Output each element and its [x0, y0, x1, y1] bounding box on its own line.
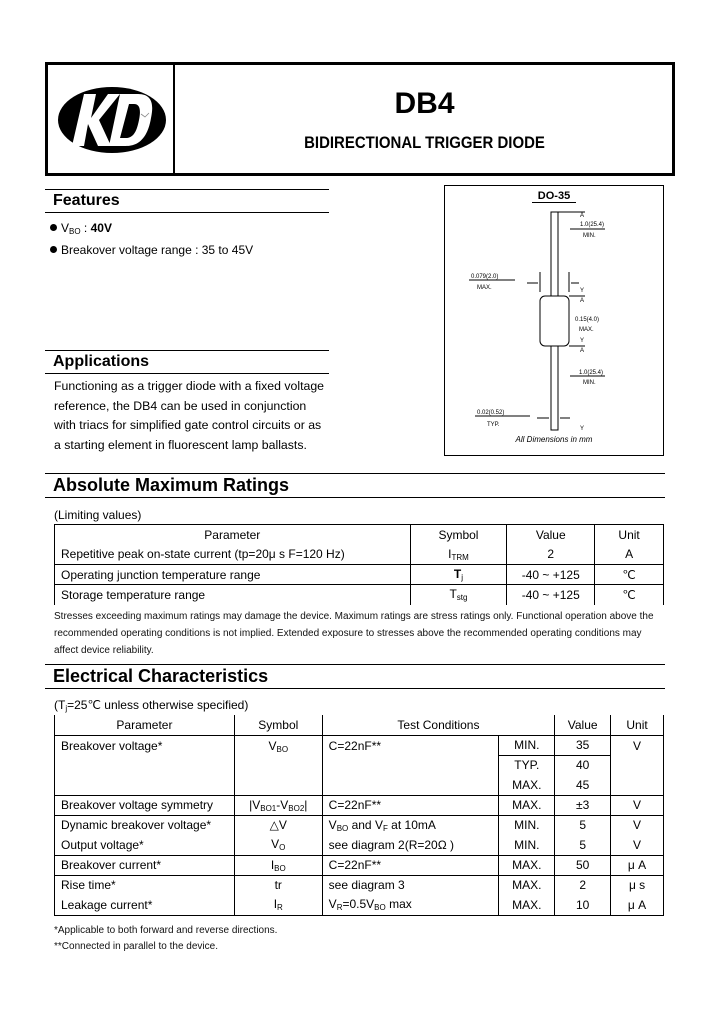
feature-item-vbo: $V_{BO}$ : 40V: [50, 221, 112, 236]
table-row: Breakover voltage* $V_{BO}$ C=22nF** MIN. 35 V: [55, 735, 664, 755]
kd-logo-icon: [56, 80, 168, 160]
svg-text:TYP.: TYP.: [487, 422, 500, 428]
svg-text:MAX.: MAX.: [477, 285, 492, 291]
test-condition-label: ($T_j=25℃$ unless otherwise specified): [54, 698, 249, 713]
electrical-characteristics-table: [54, 715, 664, 916]
table-header-row: Parameter Symbol Value Unit: [55, 525, 664, 545]
package-name: DO-35: [532, 190, 576, 203]
feature-item-range: Breakover voltage range : 35 to 45V: [50, 243, 253, 257]
svg-text:Y: Y: [580, 426, 585, 432]
svg-text:A: A: [580, 298, 585, 304]
svg-text:MIN.: MIN.: [583, 380, 596, 386]
bullet-icon: [50, 224, 57, 231]
abs-max-note: Stresses exceeding maximum ratings may damage the device. Maximum ratings are stress ratings only. Functional operation above the recommended operating conditions is not implied. Extended exposure to stresses above the recommended operating conditions may affect device reliability.: [54, 611, 654, 656]
table-row: Breakover voltage symmetry $|V_{BO1}-V_{BO2}|$ C=22nF** MAX. ±3 V: [55, 795, 664, 815]
part-description: BIDIRECTIONAL TRIGGER DIODE: [304, 133, 545, 152]
title-cell: [177, 65, 672, 173]
svg-text:A: A: [580, 348, 585, 354]
table-row: Leakage current* $I_R$ $V_R=0.5V_{BO}$ max MAX. 10 μ A: [55, 895, 664, 915]
svg-text:MIN.: MIN.: [583, 233, 596, 239]
header-box: [45, 62, 675, 176]
do35-diagram-icon: [445, 186, 665, 457]
limiting-values-label: (Limiting values): [54, 508, 142, 522]
svg-text:1.0(25.4): 1.0(25.4): [579, 370, 604, 376]
table-row: MAX. 45: [55, 775, 664, 795]
table-row: Storage temperature range $T_{stg}$ -40 ~ +125 ℃: [55, 585, 664, 605]
logo-cell: [48, 65, 175, 173]
abs-max-ratings-table: [54, 524, 664, 605]
svg-text:0.15(4.0): 0.15(4.0): [575, 317, 600, 323]
table-row: Output voltage* $V_O$ see diagram 2(R=20Ω ) MIN. 5 V: [55, 835, 664, 855]
svg-text:MAX.: MAX.: [579, 327, 594, 333]
footnote-forward-reverse: *Applicable to both forward and reverse directions.: [54, 925, 278, 936]
applications-heading: Applications: [45, 350, 329, 374]
svg-text:Y: Y: [580, 338, 585, 344]
table-header-row: Parameter Symbol Test Conditions Value Unit: [55, 715, 664, 735]
part-number-title: DB4: [394, 87, 455, 120]
table-row: Operating junction temperature range $T_j$ -40 ~ +125 ℃: [55, 565, 664, 585]
table-row: TYP. 40: [55, 755, 664, 775]
table-row: Dynamic breakover voltage* △V $V_{BO}$ and $V_F$ at 10mA MIN. 5 V: [55, 815, 664, 835]
dimensions-caption: All Dimensions in mm: [515, 435, 593, 444]
svg-text:0.02(0.52): 0.02(0.52): [477, 410, 505, 416]
svg-text:Y: Y: [580, 288, 585, 294]
svg-text:A: A: [580, 213, 585, 219]
table-row: Rise time* tr see diagram 3 MAX. 2 μ s: [55, 875, 664, 895]
abs-max-heading: Absolute Maximum Ratings: [45, 473, 665, 498]
features-heading: Features: [45, 189, 329, 213]
bullet-icon: [50, 246, 57, 253]
applications-text: Functioning as a trigger diode with a fixed voltage reference, the DB4 can be used in conjunction with triacs for simplified gate control circuits or as a starting element in fluorescent lamp ballasts.: [54, 379, 325, 452]
table-row: Breakover current* $I_{BO}$ C=22nF** MAX. 50 μ A: [55, 855, 664, 875]
electrical-heading: Electrical Characteristics: [45, 664, 665, 689]
footnote-parallel: **Connected in parallel to the device.: [54, 941, 218, 952]
svg-text:0.079(2.0): 0.079(2.0): [471, 274, 499, 280]
package-outline-drawing: [444, 185, 664, 456]
table-row: Repetitive peak on-state current (tp=20μ s F=120 Hz) $I_{TRM}$ 2 A: [55, 545, 664, 565]
svg-text:1.0(25.4): 1.0(25.4): [580, 222, 605, 228]
